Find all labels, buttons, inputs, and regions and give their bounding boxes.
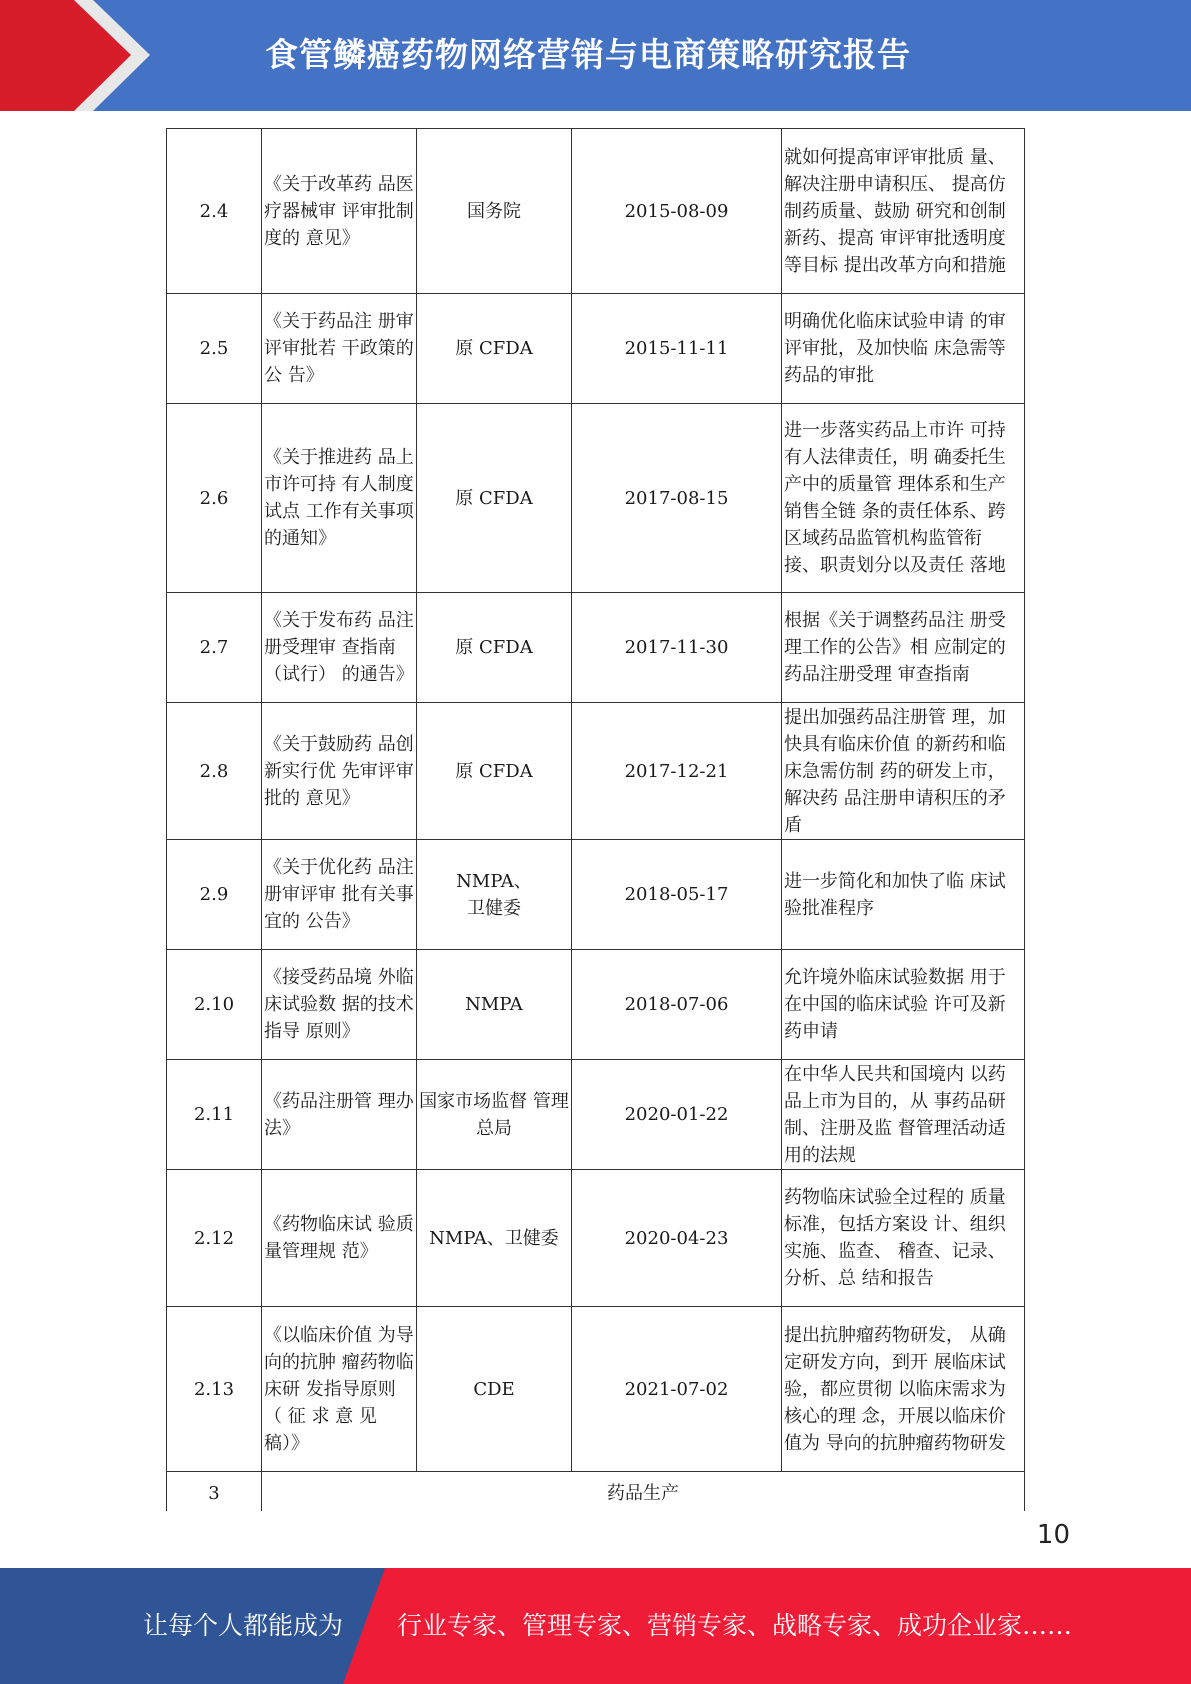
policy-name: 《关于鼓励药 品创新实行优 先审评审批的 意见》 [262,703,417,840]
issue-date: 2015-11-11 [572,294,782,404]
table-row [167,840,1025,950]
policy-name: 《关于优化药 品注册审评审 批有关事宜的 公告》 [262,840,417,950]
issuing-authority: 国家市场监督 管理总局 [417,1060,572,1170]
policy-name: 《关于推进药 品上市许可持 有人制度试点 工作有关事项 的通知》 [262,404,417,593]
table-row [167,593,1025,703]
policy-description: 就如何提高审评审批质 量、解决注册申请积压、 提高仿制药质量、鼓励 研究和创制新药、提高 审评审批透明度等目标 提出改革方向和措施 [782,129,1025,294]
issuing-authority: CDE [417,1307,572,1472]
section-title: 药品生产 [262,1472,1025,1512]
policy-name: 《关于药品注 册审评审批若 干政策的公 告》 [262,294,417,404]
issuing-authority: 原 CFDA [417,294,572,404]
issuing-authority: 原 CFDA [417,703,572,840]
footer-banner [0,1568,1191,1684]
policy-name: 《关于改革药 品医疗器械审 评审批制度的 意见》 [262,129,417,294]
issue-date: 2017-08-15 [572,404,782,593]
page-title: 食管鳞癌药物网络营销与电商策略研究报告 [265,35,911,74]
policy-table-container [166,128,1025,1511]
table-row [167,129,1025,294]
table-row [167,1307,1025,1472]
row-number: 2.9 [167,840,262,950]
issuing-authority: 原 CFDA [417,593,572,703]
table-row [167,1170,1025,1307]
issuing-authority: NMPA [417,950,572,1060]
issue-date: 2021-07-02 [572,1307,782,1472]
row-number: 2.11 [167,1060,262,1170]
table-row [167,950,1025,1060]
page-number: 10 [1036,1520,1070,1550]
section-number: 3 [167,1472,262,1512]
table-row [167,404,1025,593]
policy-description: 提出抗肿瘤药物研发， 从确定研发方向，到开 展临床试验，都应贯彻 以临床需求为核心的理 念，开展以临床价值为 导向的抗肿瘤药物研发 [782,1307,1025,1472]
footer-slogan-right: 行业专家、管理专家、营销专家、战略专家、成功企业家…… [397,1611,1073,1640]
row-number: 2.4 [167,129,262,294]
issuing-authority: 国务院 [417,129,572,294]
policy-table [166,128,1025,1511]
issue-date: 2020-04-23 [572,1170,782,1307]
row-number: 2.6 [167,404,262,593]
row-number: 2.5 [167,294,262,404]
row-number: 2.12 [167,1170,262,1307]
issue-date: 2017-12-21 [572,703,782,840]
policy-description: 在中华人民共和国境内 以药品上市为目的，从 事药品研制、注册及监 督管理活动适用的法规 [782,1060,1025,1170]
header-arrow-decoration [0,0,160,111]
issuing-authority: NMPA、 卫健委 [417,840,572,950]
policy-description: 根据《关于调整药品注 册受理工作的公告》相 应制定的药品注册受理 审查指南 [782,593,1025,703]
issue-date: 2018-05-17 [572,840,782,950]
policy-description: 进一步简化和加快了临 床试验批准程序 [782,840,1025,950]
table-row [167,294,1025,404]
row-number: 2.10 [167,950,262,1060]
issue-date: 2017-11-30 [572,593,782,703]
section-row [167,1472,1025,1512]
header-banner [0,0,1191,111]
issuing-authority: 原 CFDA [417,404,572,593]
row-number: 2.13 [167,1307,262,1472]
table-row [167,703,1025,840]
issue-date: 2020-01-22 [572,1060,782,1170]
issuing-authority: NMPA、卫健委 [417,1170,572,1307]
policy-description: 提出加强药品注册管 理，加快具有临床价值 的新药和临床急需仿制 药的研发上市，解决药 品注册申请积压的矛盾 [782,703,1025,840]
footer-slogan-left: 让每个人都能成为 [143,1611,344,1640]
policy-description: 进一步落实药品上市许 可持有人法律责任，明 确委托生产中的质量管 理体系和生产销售全链 条的责任体系、跨区域药品监管机构监管衔 接、职责划分以及责任 落地 [782,404,1025,593]
policy-description: 允许境外临床试验数据 用于在中国的临床试验 许可及新药申请 [782,950,1025,1060]
policy-description: 药物临床试验全过程的 质量标准，包括方案设 计、组织实施、监查、 稽查、记录、分析、总 结和报告 [782,1170,1025,1307]
policy-name: 《关于发布药 品注册受理审 查指南（试行） 的通告》 [262,593,417,703]
policy-description: 明确优化临床试验申请 的审评审批，及加快临 床急需等药品的审批 [782,294,1025,404]
policy-name: 《药品注册管 理办法》 [262,1060,417,1170]
issue-date: 2018-07-06 [572,950,782,1060]
policy-name: 《接受药品境 外临床试验数 据的技术指导 原则》 [262,950,417,1060]
row-number: 2.8 [167,703,262,840]
row-number: 2.7 [167,593,262,703]
issue-date: 2015-08-09 [572,129,782,294]
policy-name: 《以临床价值 为导向的抗肿 瘤药物临床研 发指导原则 （ 征 求 意 见 稿）》 [262,1307,417,1472]
policy-name: 《药物临床试 验质量管理规 范》 [262,1170,417,1307]
table-row [167,1060,1025,1170]
